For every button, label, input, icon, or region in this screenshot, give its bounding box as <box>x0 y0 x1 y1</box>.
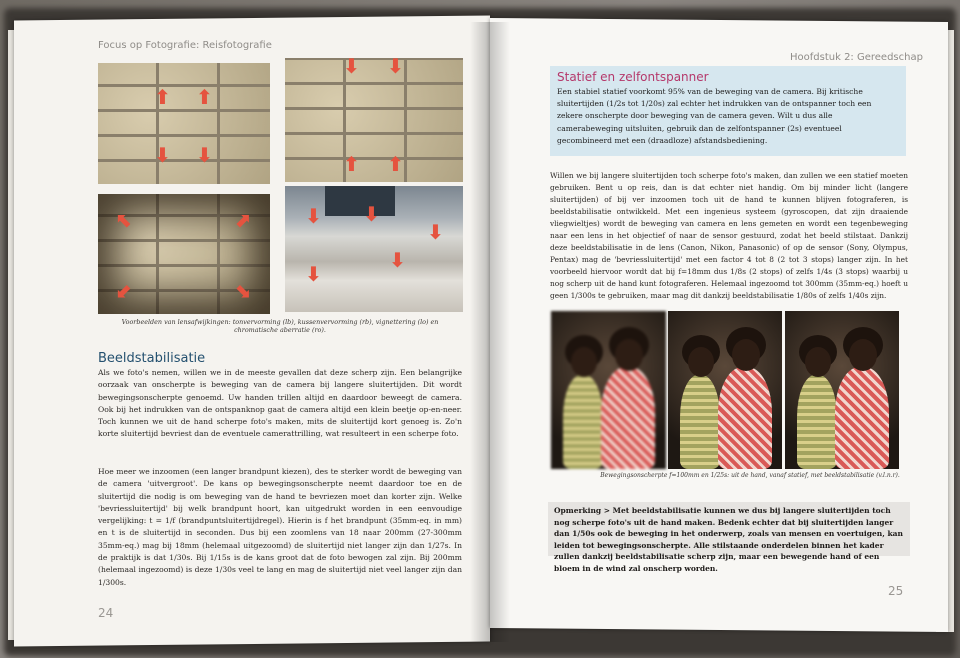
arrow-icon: ⬆ <box>196 85 213 109</box>
window-shape <box>325 186 395 216</box>
photo-handheld <box>551 311 666 469</box>
photo-barrel-distortion <box>98 63 270 184</box>
arrow-icon: ⬆ <box>154 85 171 109</box>
left-page-number: 24 <box>98 606 114 620</box>
info-box <box>550 66 906 156</box>
note-text: Opmerking > Met beeldstabilisatie kunnen we dus bij langere sluitertijden toch nog scherpe foto's uit de hand maken. Bedenk echter dat bij sluitertijden langer dan 1/50s ook de beweging in het onderwerp, zoals van mensen en voertuigen, kan leiden tot bewegingsonscherpte. Alle stilstaande onderdelen binnen het kader zullen dankzij beeldstabilisatie scherp zijn, maar een bewegende hand of een bloem in de wind zal onscherp worden. <box>554 506 903 573</box>
arrow-icon: ⬇ <box>154 143 171 167</box>
arrow-icon: ⬇ <box>389 248 406 272</box>
arrow-icon: ⬆ <box>343 152 360 176</box>
arrow-icon: ⬇ <box>196 143 213 167</box>
arrow-icon: ⬇ <box>343 58 360 78</box>
left-header: Focus op Fotografie: Reisfotografie <box>98 40 272 51</box>
right-page-number: 25 <box>888 584 904 598</box>
photo-chromatic-aberration <box>285 186 463 312</box>
arrow-icon: ⬇ <box>363 202 380 226</box>
info-box-title: Statief en zelfontspanner <box>557 70 709 84</box>
right-body-text: Willen we bij langere sluitertijden toch scherpe foto's maken, dan zullen we een statief moeten gebruiken. Bent u op reis, dan is dat echter niet handig. Om bij minder licht (langere sluitertijden) of bij ver inzoomen toch uit de hand te kunnen blijven fotograferen, is beeldstabilisatie ontwikkeld. Met een ingenieus systeem (gyroscopen, dat zijn draaiende vliegwieltjes) wordt de beweging van camera en lens gemeten en wordt een tegenbeweging naar een lens in het objectief of naar de sensor gestuurd, zodat het beeld stilstaat. Dankzij deze beeldstabilisatie in de lens (Canon, Nikon, Panasonic) of op de sensor (Sony, Olympus, Pentax) mag de 'bevriessluitertijd' met een factor 4 tot 8 (2 tot 3 stops) langer zijn. In het voorbeeld hiervoor wordt dat bij f=18mm dus 1/8s (2 stops) of zelfs 1/4s (3 stops) waarbij u nog scherp uit de hand kunt fotograferen. Helemaal ingezoomd tot 300mm (35mm-eq.) hoeft u geen 1/300s te gebruiken, maar mag dit dankzij beeldstabilisatie 1/80s of zelfs 1/40s zijn. <box>550 171 908 300</box>
arrow-icon: ⬈ <box>234 208 251 232</box>
photo-pincushion-distortion <box>285 58 463 182</box>
arrow-icon: ⬆ <box>387 152 404 176</box>
body-paragraph-1: Als we foto's nemen, willen we in de meeste gevallen dat deze scherp zijn. Een belangrijke oorzaak van onscherpte is beweging van de camera bij langere sluitertijden. Dit wordt bewegingsonscherpte genoemd. Uw handen trillen altijd en daardoor beweegt de camera. Ook bij het indrukken van de ontspanknop gaat de camera altijd een klein beetje op-en-neer. Toch kunnen we uit de hand scherpe foto's maken, mits de sluitertijd kort genoeg is. Zo'n korte sluitertijd bevriest dan de eventuele camerattrilling, wat resulteert in een scherpe foto. <box>98 368 462 439</box>
arrow-icon: ⬊ <box>234 278 251 302</box>
arrow-icon: ⬇ <box>305 262 322 286</box>
arrow-icon: ⬋ <box>116 278 133 302</box>
book-gutter <box>470 22 510 642</box>
photo-tripod <box>668 311 782 469</box>
arrow-icon: ⬇ <box>427 220 444 244</box>
arrow-icon: ⬉ <box>116 208 133 232</box>
note-box <box>548 502 910 573</box>
photo-stabilized <box>785 311 899 469</box>
photo-vignetting <box>98 194 270 314</box>
right-header: Hoofdstuk 2: Gereedschap <box>790 52 923 63</box>
section-title: Beeldstabilisatie <box>98 351 206 366</box>
figure-caption: Voorbeelden van lensafwijkingen: tonvervorming (lb), kussenvervorming (rb), vignettering (lo) en chromatische aberratie (ro). <box>121 318 439 334</box>
info-box-text: Een stabiel statief voorkomt 95% van de beweging van de camera. Bij kritische sluitertijden (1/2s tot 1/20s) zal echter het indrukken van de ontspanner toch een zekere onscherpte door beweging van de camera geven. Wilt u dus alle camerabeweging uitsluiten, gebruik dan de zelfontspanner (2s) eventueel gecombineerd met een (draadloze) afstandsbediening. <box>557 87 872 145</box>
arrow-icon: ⬇ <box>387 58 404 78</box>
body-paragraph-2: Hoe meer we inzoomen (een langer brandpunt kiezen), des te sterker wordt de beweging van de camera 'uitvergroot'. De kans op bewegingsonscherpte neemt daardoor toe en de sluitertijd die nodig is om beweging van de hand te bevriezen moet dan korter zijn. Welke 'bevriessluitertijd' bij welk brandpunt hoort, kan uitgedrukt worden in een eenvoudige vergelijking: t = 1/f (brandpuntsluitertijdregel). Hierin is f het brandpunt (35mm-eq. in mm) en t is de sluitertijd in seconden. Dus bij een zoomlens van 18 naar 200mm (27-300mm 35mm-eq.) mag bij 18mm (helemaal uitgezoomd) de sluitertijd niet langer zijn dan 1/27s. In de praktijk is dat 1/30s. Bij 1/15s is de kans groot dat de foto bewogen zal zijn. Bij 200mm (helemaal ingezoomd) is deze 1/30s veel te lang en mag de sluitertijd niet veel langer zijn dan 1/300s. <box>98 467 462 587</box>
photo-caption: Bewegingsonscherpte f=100mm en 1/25s: uit de hand, vanaf statief, met beeldstabilisatie (v.l.n.r). <box>600 472 900 479</box>
arrow-icon: ⬇ <box>305 204 322 228</box>
